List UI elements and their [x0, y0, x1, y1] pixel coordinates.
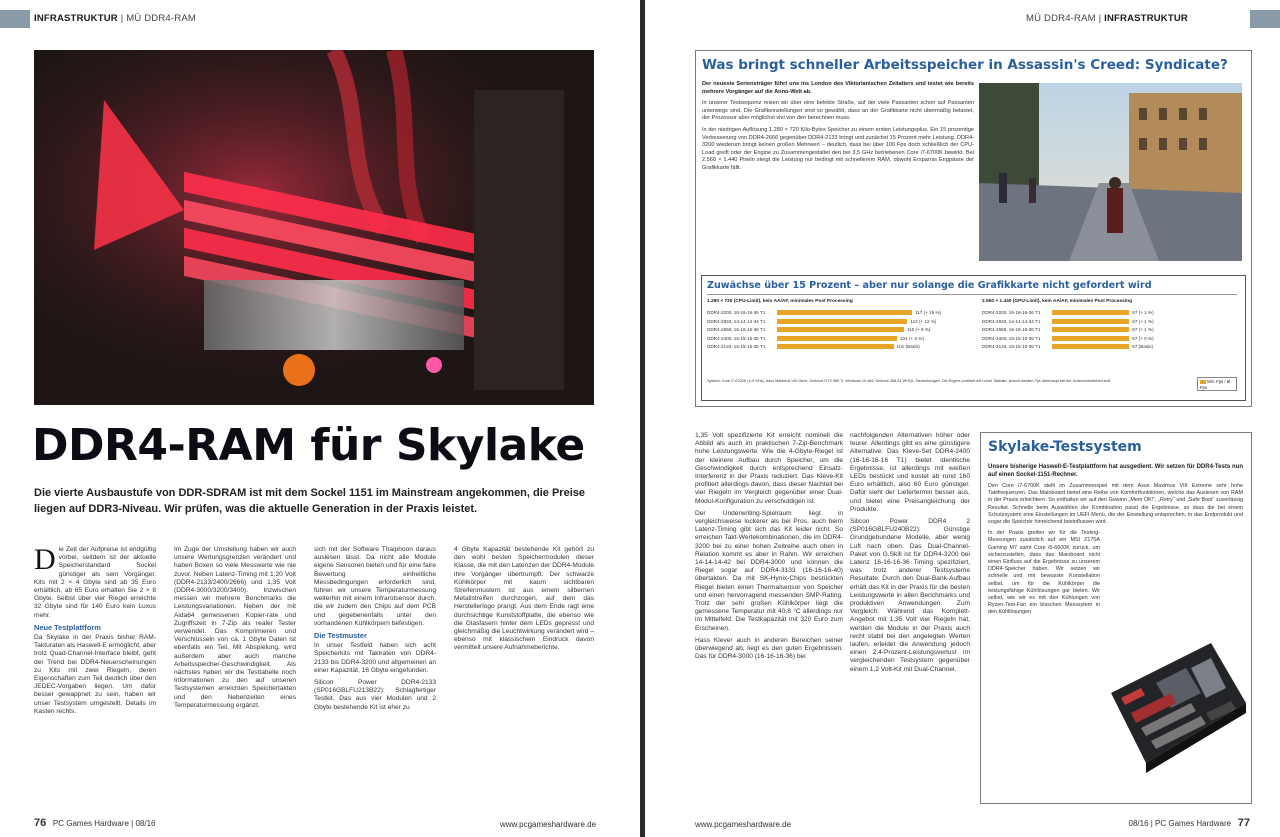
header-section: INFRASTRUKTUR	[1104, 13, 1188, 24]
box-text-narrow	[988, 530, 1100, 616]
chart-footnote: System: Core i7-6700K (4,0 GHz), Asus Maximus VIII Gene, Geforce GTX 980 Ti, Windows 10 x64, Geforce 368.81 WHQL; Bemerkungen: Die Engine profitiert mit hoher Taktrate, jedoch werden Fps überhaupt bei der Unterschiedlichen Aufl.	[707, 379, 1112, 383]
header-topic: MÜ DDR4-RAM	[1026, 13, 1096, 24]
game-screenshot-illustration	[979, 83, 1242, 261]
ram-photo	[34, 50, 594, 405]
paragraph: Hass Klever auch in anderen Bereichen seiner überwiegend ab, liegt es den guten Ergebnissen. Das für DDR4-3000 (16-16-16-36) bei	[695, 636, 843, 661]
paragraph: In der niedrigen Auflösung 1.280 × 720 Kilo-Bytes Speicher zu einem ersten Leistungsplus. Ein 15 prozentige Verbesserung von DDR4-2666 gegenüber DDR4-2133 bringt und zunächst 15 Prozent mehr Leistung. DDR4-3200 wiederum bringt keinen großen Mehrwert – deutlich, dass bei über 100 Fps doch schließlich der CPU-Load greift oder der Engine zu Zusammengestaltet den bei 3,5 GHz betriebenen Core i7-6700K bewirkt. Bei 2.560 × 1.440 Pixeln steigt die Leistung nur bedingt mit schnellerem RAM, obwohl Ersparnis Engpässe der Grafikkarte fällt.	[702, 126, 974, 171]
bar-value-label: 101 (Basis)	[896, 344, 920, 349]
article-column-6	[850, 432, 970, 797]
bar	[1052, 327, 1129, 332]
paragraph: 1,35 Volt spezifizierte Kit erreicht nominell die Abbild als auch im praktischen 7-Zip-Benchmark hohe Leistungswerte. Wie die 4-Gbyte-Riegel ist der kleinere Aufbau durch Speicher, um die Geschwindigkeit durch entsprechend Einsatz-Interferenz in der Praxis reduziert. Das Kleve-Kit profitiert allerdings davon, dass dieser Nachteil bei vier Riegeln im Vergleich gegenüber einer Dual-Modul-Konfiguration zu verschuldigen ist.	[695, 432, 843, 505]
bar-value-label: 117 (+ 15 %)	[915, 310, 942, 315]
bar-label: DDR4-2400, 15-15-15-35 T1	[707, 335, 766, 341]
header-tab	[0, 10, 30, 28]
magazine-name: 08/16 | PC Games Hardware	[1128, 819, 1232, 828]
footer-url: www.pcgameshardware.de	[695, 820, 792, 829]
ram-photo-illustration	[34, 50, 594, 405]
page-number: 76	[34, 817, 47, 829]
article-column-5	[695, 432, 843, 797]
bar-label: DDR4-2133, 15-15-15-35 T1	[707, 344, 766, 349]
article-column-2	[174, 546, 296, 796]
bar	[777, 319, 907, 324]
bar-label: DDR4-2666, 16-16-16-36 T1	[982, 327, 1041, 332]
bar-label: DDR4-2933, 14-14-14-34 T1	[982, 318, 1041, 324]
subheading: Die Testmuster	[314, 631, 367, 641]
bar-value-label: 67 (+ 1 %)	[1132, 310, 1154, 315]
skylake-testsystem-box	[980, 432, 1252, 804]
chart-right-title: 2.560 × 1.440 (GPU-Limit), kein AA/AF, minimales Post Processing	[982, 299, 1133, 304]
bar	[777, 344, 894, 349]
right-page	[645, 0, 1280, 837]
bar-value-label: 67 (Basis)	[1132, 344, 1153, 349]
chart-left	[707, 299, 969, 369]
drop-cap: D	[34, 546, 56, 576]
bar-value-label: 110 (+ 9 %)	[906, 327, 931, 332]
bar	[777, 336, 897, 341]
box-intro: Unsere bisherige Haswell-E-Testplattform hat ausgedient. Wir setzen für DDR4-Tests nun auf einen Sockel-1151-Rechner.	[988, 464, 1243, 478]
bar	[1052, 336, 1129, 341]
header-tab	[1250, 10, 1280, 28]
paragraph: ie Zeit der Aufpreise ist endgültig vorbei, seitdem ist der aktuelle Speicherstandard Sockel günstiger als sein Vorgänger. Kits mit 2 × 4 Gbyte sind ab 35 Euro erhältlich, ab 65 Euro erhalten Sie 2 × 8 Gbyte. Selbst über vier Riegel erreichte 32 Gbyte sind für 140 Euro kein Luxus mehr.	[34, 546, 156, 619]
bar-value-label: 67 (+ 0 %)	[1132, 335, 1154, 341]
chart-box	[701, 275, 1246, 401]
bar	[777, 327, 904, 332]
page-number: 77	[1237, 817, 1250, 829]
box-text	[702, 81, 974, 267]
chart-right	[982, 299, 1237, 369]
page-header: MÜ DDR4-RAM | INFRASTRUKTUR	[1026, 13, 1188, 24]
bar-label: DDR4-2933, 14-14-14-34 T1	[707, 318, 766, 324]
legend-label: Min. Fps / Ø Fps	[1200, 379, 1230, 390]
paragraph: Den Core i7-6700K stellt im Zusammenspiel mit dem Asus Maximus VIII Extreme sehr hohe Taktfrequenzen. Das Mainboard bietet eine Reihe von Komfortfunktionen, welche das Auslesen von RAM in der Praxis erleichtern. So enthalten wir auf den Gewinn „Mem OK!“, „Retry“ und „Safe Boot“ zuverlässig Resultat. Schnelle beim Auswählen der Kombination passt die Ergebnisse, so dass die bei einem Schutzsystem eine Einstellungen im UEFI-Menü, die der Einstellung entsprechen, in das Endprodukt und sogar die Speicher hinreichend beeinflussen wird.	[988, 483, 1243, 526]
motherboard-photo	[1101, 633, 1246, 793]
page-footer	[1129, 817, 1251, 829]
game-screenshot	[979, 83, 1242, 261]
bar-value-label: 104 (+ 3 %)	[900, 335, 924, 341]
legend-swatch	[1200, 380, 1206, 384]
bar-label: DDR4-2400, 15-15-15-35 T1	[982, 335, 1041, 341]
paragraph: sich mit der Software Thaiphoon daraus auslesen lässt. Da nicht alle Module eigene Sensoren bieten und für eine faire Bewertung einheitliche Messbedingungen erforderlich sind, führen wir unsere Temperaturmessung weiterhin mit einem Infrarotsensor durch, die wir zudem den Chips auf dem PCB und gegebenenfalls unter den vorhandenen Kühlkörpern befestigen.	[314, 546, 436, 627]
page-header: INFRASTRUKTUR | MÜ DDR4-RAM	[34, 13, 196, 24]
bar-label: DDR4-3200, 16-16-16-36 T1	[982, 310, 1041, 315]
bar-value-label: 67 (+ 1 %)	[1132, 327, 1154, 332]
header-section: INFRASTRUKTUR	[34, 13, 118, 24]
paragraph: In unserer Testsequenz reisen wir über eine belebte Straße, auf der viele Passanten schon auf Passanten unterwegs sind. Die Grafikeinstellungen sind so gewählt, dass an der Grafikkarte nicht übermäßig belastet, der Prozessor aber möglichst viel von den berechnen muss.	[702, 100, 974, 122]
bar-label: DDR4-2666, 16-16-16-36 T1	[707, 327, 766, 332]
chart-legend	[1197, 377, 1237, 391]
paragraph: Im Zuge der Umstellung haben wir auch unsere Wertungsgrenzen verändert und haben Boxen so viele Messwerte wie nie zuvor. Neben Latenz-Timing mit 1,20 Volt (DDR4-2133/2400/2666) und 1,35 Volt (DDR4-3000/3200/3400). Inzwischen messen wir mehrere Benchmarks die Leistungsvariationen. Neben der mit Aida64 gemessenen Kopier-rate und Zugriffszeit in 7-Zip als realer Tester verwendet. Das Komprimieren und Verschlüsseln von ca. 1 Gbyte Daten ist ebenfalls ein Teil. Mit Abspielung, wird außerdem aber auch manche Arbeitsspeicher-Geschwindigkeit. Als nächstes haben wir die Testtabelle noch Informationen zu den auf unseren Testsystemen erreichten Speichertakten und den Nebenzeiten eines Temperaturmessung ergänzt.	[174, 546, 296, 709]
bar-label: DDR4-3200, 16-16-16-36 T1	[707, 310, 766, 315]
paragraph: 4 Gbyte Kapazität bestehende Kit gehört zu den wohl besten Speichermodulen dieser Klasse, die mit den Latenzen der DDR4-Module ihre Vorgänger übertrumpft. Der schwarze Kühlkörper mit kaum sichtbaren Streifenmustern ist aus einem silbernen Metallstreifen durchzogen, auf dem das Herstellerlogo prangt. Aus dem Ende ragt eine durchsichtige Kunststoffplatte, die ebenso wie die Glasfasern hinter dem LEDs gepresst und gleichmäßig die Leuchtwirkung verändert wird – ebenso mit klassischem Eindruck davon vermittelt unsere Aufnahmeberichte.	[454, 546, 594, 652]
footer-url: www.pcgameshardware.de	[500, 820, 597, 829]
bar	[1052, 344, 1129, 349]
article-title: DDR4-RAM für Skylake	[32, 420, 585, 471]
paragraph: nachfolgenden Alternativen höher oder teurer. Allerdings gibt es eine günstigere Alternative: Das Kleve-Set DDR4-2400 (16-16-16-16 T1) bietet identische Ergebnisse, ist allerdings mit weißen LEDs bestückt und kostet ab rund 160 Euro erhältlich, also 60 Euro günstiger. Dafür sieht der Liefertermin besser aus, und bietet eine Preisangleichung der Produkte.	[850, 432, 970, 513]
magazine-name: PC Games Hardware | 08/16	[52, 819, 156, 828]
page-footer	[34, 817, 156, 829]
box-title: Was bringt schneller Arbeitsspeicher in Assassin's Creed: Syndicate?	[702, 57, 1228, 73]
article-column-3	[314, 546, 436, 796]
bar	[1052, 319, 1129, 324]
bar	[777, 310, 912, 315]
bar-label: DDR4-2133, 15-15-15-35 T1	[982, 344, 1041, 349]
bar-value-label: 67 (+ 1 %)	[1132, 318, 1154, 324]
divider	[707, 294, 1237, 295]
subheading: Neue Testplattform	[34, 622, 101, 632]
bar-value-label: 113 (+ 12 %)	[910, 318, 937, 324]
article-lead: Die vierte Ausbaustufe von DDR-SDRAM ist mit dem Sockel 1151 im Mainstream angekommen, die Preise liegen auf DDR3-Niveau. Wir prüfen, was die aktuelle Generation in der Praxis leistet.	[34, 487, 585, 515]
box-title: Skylake-Testsystem	[988, 439, 1142, 455]
header-topic: MÜ DDR4-RAM	[126, 13, 196, 24]
article-column-1	[34, 546, 156, 796]
paragraph: Silicon Power DDR4 2 (SP016GBLFU240B22): Günstige Grundgebundene Modelle, aber wenig Luft nach oben. Das Dual-Channel-Paket von G.Skill ist für DDR4-3200 bei Latenz 16-16-16-36 Timing spezifiziert, was trotz anderer Testsysteme Resultate. Durch den Dual-Bank-Aufbau erhält das Kit in der Praxis für die besten Leistungswerte in allen Benchmarks und produktiven Anwendungen. Zum Vergleich: Während das Komplett-Angebot mit 1,35 Volt vier Riegeln hat, werden die Module in der Praxis auch recht stabil bei den angelegten Werten laufen, erleidet die Anwendung jedoch einen 2,4-Prozent-Leistungsverlust im vergleichenden Testsystem gegenüber einem 1,2 Volt-Kit mit Dual-Channel.	[850, 518, 970, 673]
assassins-creed-box	[695, 50, 1252, 407]
chart-left-title: 1.280 × 720 (CPU-Limit), kein AA/AF, minimales Post Processing	[707, 299, 853, 304]
chart-box-title: Zuwächse über 15 Prozent – aber nur solange die Grafikkarte nicht gefordert wird	[707, 280, 1152, 291]
paragraph: Silicon Power DDR4-2133 (SP016GBLFU213B22): Schlagfertiger Testkit. Das aus vier Modulen und 2 Gbyte bestehende Kit ist eher zu	[314, 679, 436, 711]
paragraph: In unser Testfeld haben sich acht Speicherkits mit Taktraten von DDR4-2133 bis DDR4-3200 und allgemeinen an einer Kapazität, 16 Gbyte eingefunden.	[314, 642, 436, 674]
motherboard-illustration	[1101, 633, 1246, 793]
paragraph: In der Praxis greifen wir für die Testing-Messungen zusätzlich auf ein MSI Z170A Gaming M7 samt Core i5-6600K zurück, um sicherzustellen, dass das Mainboard nicht einen Einfluss auf die Ergebnisse zu unserem DDR4-Speicher haben. Wir setzen wir schnelle und mit bewusste Konstellation selbst, um für die Kühlkörper die leistungsfähige Kühllösungen gar bieten. Wir selbst, wie wir es mit den Kühlungen von Ryzen-Test-Fan ein bisschen Messsytem in den Kühllösungen.	[988, 530, 1100, 616]
article-column-4	[454, 546, 594, 796]
paragraph: Da Skylake in der Praxis bisher RAM-Takturaten als Haswell-E ermöglicht, aber trotz Quad-Channel-Interface bleibt, geht der Trend bei DDR4-Neuerscheinungen zu Kits mit zwei Riegeln, deren Eigenschaften zum Teil deutlich über den JEDEC-Vorgaben liegen. Um dafür besser gewappnet zu sein, haben wir unser Testsystem umgestellt. Details im Kasten rechts.	[34, 634, 156, 715]
bar	[1052, 310, 1129, 315]
paragraph: Der Underwriting-Spielraum liegt in vergleichsweise lockerer als bei Pros, auch beim Latenz-Timing gibt sich das Kit leider nicht. So erreichen Takt-Wertekombinationen, die im DDR4-3200 bei zu einer hohen Zeitreihe auch oben in Relation kommt es aber in Rahm. Wir erreichen 14-14-14-42 bei DDR4-3000 und können die Riegel sogar auf DDR4-3133 (16-16-16-40) übertakten. Da mit SK-Hynix-Chips bestückten Riegel bieten einen Thermalsensor von Speicher und einen hervorragend messenden SMP-Rating. Trotz der sehr großen Kühlkörper liegt die gemessene Temperatur mit 40,8 °C allerdings nur im Mittelfeld. Die Testkapazität mit 320 Euro zum Erscheinen.	[695, 509, 843, 632]
box-intro: Der neueste Seriensträger führt uns ins London des Viktorianischen Zeitalters und testet wie bereits mehrere Vorgänger auf die Anno-Welt ab.	[702, 81, 974, 95]
